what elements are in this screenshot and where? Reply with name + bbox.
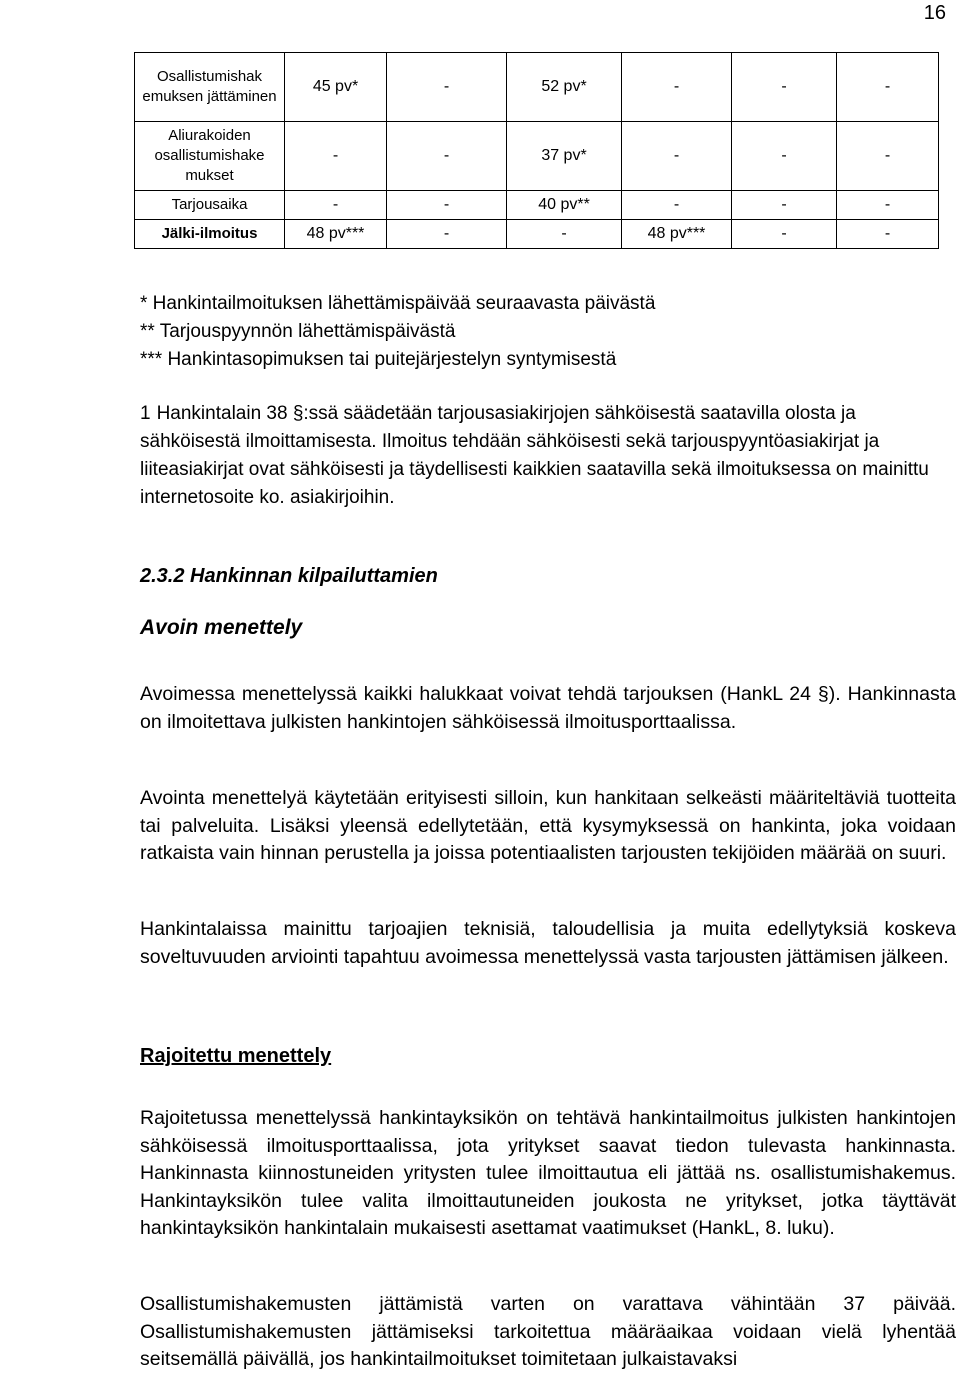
table-cell: - (387, 122, 507, 191)
legal-note (140, 400, 940, 512)
table-cell: - (387, 191, 507, 220)
avoin-heading: Avoin menettely (140, 616, 303, 639)
table-row (135, 191, 939, 220)
table-cell: 48 pv*** (622, 220, 732, 249)
table-cell: 45 pv* (285, 53, 387, 122)
rajoitettu-heading: Rajoitettu menettely (140, 1045, 332, 1067)
table-cell: - (285, 122, 387, 191)
table-cell: - (837, 122, 939, 191)
footnote: ** Tarjouspyynnön lähettämispäivästä (140, 321, 456, 342)
table-cell: - (732, 220, 837, 249)
table-cell: - (732, 122, 837, 191)
table-cell: - (837, 191, 939, 220)
section-heading: 2.3.2 Hankinnan kilpailuttamien (140, 565, 438, 587)
table-cell: - (837, 220, 939, 249)
row-label: Jälki-ilmoitus (135, 220, 285, 249)
note-text: Hankintalain 38 §:ssä säädetään tarjousasiakirjojen sähköisestä saatavilla olosta ja sähköisestä ilmoittamisesta. Ilmoitus tehdään sähköisesti sekä tarjouspyyntöasiakirjat ja liiteasiakirjat ovat sähköisesti ja täydellisesti kaikkien saatavilla sekä ilmoituksessa on mainittu internetosoite ko. asiakirjoihin. (140, 403, 929, 508)
paragraph: Avoimessa menettelyssä kaikki halukkaat voivat tehdä tarjouksen (HankL 24 §). Hankinnasta on ilmoitettava julkisten hankintojen sähköisessä ilmoitusporttaalissa. (140, 683, 956, 733)
table-row (135, 220, 939, 249)
footnote: *** Hankintasopimuksen tai puitejärjestelyn syntymisestä (140, 349, 617, 370)
paragraph: Rajoitetussa menettelyssä hankintayksikön on tehtävä hankintailmoitus julkisten hankintojen sähköisessä ilmoitusporttaalissa, jota yritykset saavat tiedon tulevasta hankinnasta. Hankinnasta kiinnostuneiden yritysten tulee ilmoittautua eli jättää ns. osallistumishakemus. Hankintayksikön tulee valita ilmoittautuneiden joukosta ne yritykset, jotka täyttävät hankintayksikön hankintalain mukaisesti asettamat vaatimukset (HankL, 8. luku). (140, 1107, 956, 1239)
page-number: 16 (923, 2, 946, 24)
footnote: * Hankintailmoituksen lähettämispäivää seuraavasta päivästä (140, 293, 656, 314)
table-row (135, 122, 939, 191)
table-cell: - (732, 191, 837, 220)
row-label: Tarjousaika (135, 191, 285, 220)
paragraph: Avointa menettelyä käytetään erityisesti silloin, kun hankitaan selkeästi määriteltäviä tuotteita tai palveluita. Lisäksi yleensä edellytetään, että kysymyksessä on hankinta, joka voidaan ratkaista vain hinnan perustella ja joissa potentiaalisten tarjousten tekijöiden määrää on suuri. (140, 787, 956, 864)
paragraph: Osallistumishakemusten jättämistä varten on varattava vähintään 37 päivää. Osallistumishakemusten jättämiseksi tarkoitettua määräaikaa voidaan vielä lyhentää seitsemällä päivällä, jos hankintailmoitukset toimitetaan julkaistavaksi (140, 1293, 956, 1370)
table-cell: - (837, 53, 939, 122)
row-label: Aliurakoiden osallistumishake mukset (135, 122, 285, 191)
paragraph: Hankintalaissa mainittu tarjoajien teknisiä, taloudellisia ja muita edellytyksiä koskeva soveltuvuuden arviointi tapahtuu avoimessa menettelyssä vasta tarjousten jättämisen jälkeen. (140, 918, 956, 968)
table-cell: 48 pv*** (285, 220, 387, 249)
table-cell: 40 pv** (507, 191, 622, 220)
table-cell: - (387, 220, 507, 249)
footnotes (140, 290, 655, 374)
table-cell: - (622, 122, 732, 191)
table-cell: - (622, 191, 732, 220)
table-row (135, 53, 939, 122)
row-label: Osallistumishak emuksen jättäminen (135, 53, 285, 122)
table-cell: 52 pv* (507, 53, 622, 122)
table-cell: - (387, 53, 507, 122)
table-cell: - (507, 220, 622, 249)
table-cell: - (732, 53, 837, 122)
table-cell: - (622, 53, 732, 122)
table-cell: - (285, 191, 387, 220)
note-number: 1 (140, 403, 151, 424)
table-cell: 37 pv* (507, 122, 622, 191)
deadline-table (134, 52, 939, 249)
